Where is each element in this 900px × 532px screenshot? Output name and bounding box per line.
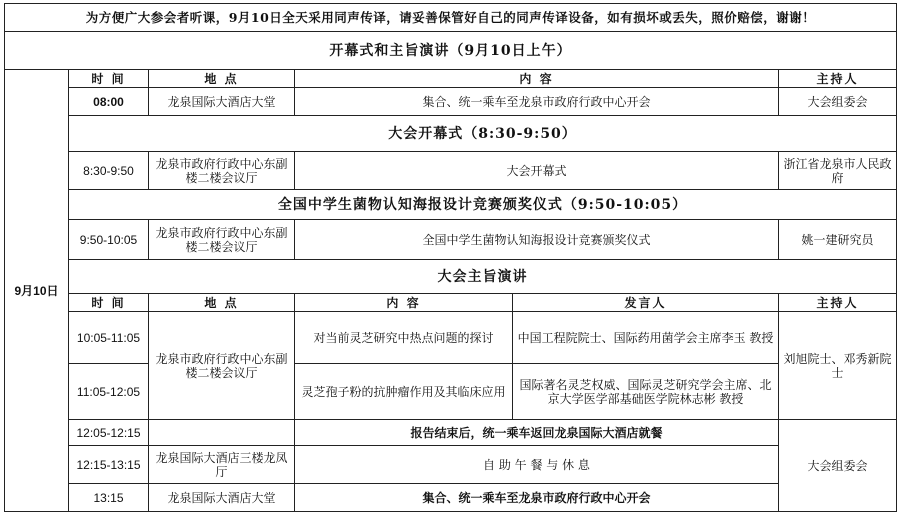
keynote-place-cell: 龙泉市政府行政中心东副楼二楼会议厅 <box>149 312 295 420</box>
time-cell: 10:05-11:05 <box>69 312 149 364</box>
header-speaker: 发言人 <box>513 294 779 312</box>
header-time: 时 间 <box>69 70 149 88</box>
row-1315 <box>5 484 897 512</box>
date-cell: 9月10日 <box>5 70 69 512</box>
time-cell: 12:15-13:15 <box>69 446 149 484</box>
content-cell: 自 助 午 餐 与 休 息 <box>295 446 779 484</box>
afternoon-host-cell: 大会组委会 <box>779 420 897 512</box>
keynote-host-cell: 刘旭院士、邓秀新院士 <box>779 312 897 420</box>
award-title-row <box>5 190 897 220</box>
talk-content-cell: 灵芝孢子粉的抗肿瘤作用及其临床应用 <box>295 364 513 420</box>
header-content: 内 容 <box>295 70 779 88</box>
host-cell: 大会组委会 <box>779 88 897 116</box>
header-row-2 <box>5 294 897 312</box>
time-cell: 13:15 <box>69 484 149 512</box>
notice-text: 为方便广大参会者听课，9月10日全天采用同声传译，请妥善保管好自己的同声传译设备，如有损坏或丢失，照价赔偿，谢谢！ <box>5 4 897 32</box>
header-time: 时 间 <box>69 294 149 312</box>
speaker-cell: 中国工程院院士、国际药用菌学会主席李玉 教授 <box>513 312 779 364</box>
schedule-table <box>4 3 897 512</box>
empty-place-cell <box>149 420 295 446</box>
content-cell: 集合、统一乘车至龙泉市政府行政中心开会 <box>295 88 779 116</box>
content-cell: 集合、统一乘车至龙泉市政府行政中心开会 <box>295 484 779 512</box>
row-1215 <box>5 446 897 484</box>
section-title: 开幕式和主旨演讲（9月10日上午） <box>5 32 897 70</box>
host-cell: 浙江省龙泉市人民政府 <box>779 152 897 190</box>
keynote-title-row <box>5 260 897 294</box>
place-cell: 龙泉市政府行政中心东副楼二楼会议厅 <box>149 220 295 260</box>
talk-content-cell: 对当前灵芝研究中热点问题的探讨 <box>295 312 513 364</box>
section-title-row <box>5 32 897 70</box>
row-1205 <box>5 420 897 446</box>
time-cell: 08:00 <box>69 88 149 116</box>
speaker-cell: 国际著名灵芝权威、国际灵芝研究学会主席、北京大学医学部基础医学院林志彬 教授 <box>513 364 779 420</box>
time-cell: 9:50-10:05 <box>69 220 149 260</box>
award-title: 全国中学生菌物认知海报设计竞赛颁奖仪式（9:50-10:05） <box>69 190 897 220</box>
header-place: 地 点 <box>149 70 295 88</box>
time-cell: 11:05-12:05 <box>69 364 149 420</box>
content-cell: 大会开幕式 <box>295 152 779 190</box>
row-0800 <box>5 88 897 116</box>
keynote-title: 大会主旨演讲 <box>69 260 897 294</box>
host-cell: 姚一建研究员 <box>779 220 897 260</box>
opening-title-row <box>5 116 897 152</box>
time-cell: 12:05-12:15 <box>69 420 149 446</box>
place-cell: 龙泉国际大酒店三楼龙凤厅 <box>149 446 295 484</box>
talk-row-1 <box>5 312 897 364</box>
header-row-1 <box>5 70 897 88</box>
row-opening <box>5 152 897 190</box>
place-cell: 龙泉国际大酒店大堂 <box>149 88 295 116</box>
place-cell: 龙泉国际大酒店大堂 <box>149 484 295 512</box>
row-award <box>5 220 897 260</box>
header-place: 地 点 <box>149 294 295 312</box>
time-cell: 8:30-9:50 <box>69 152 149 190</box>
content-cell: 全国中学生菌物认知海报设计竞赛颁奖仪式 <box>295 220 779 260</box>
header-host: 主持人 <box>779 294 897 312</box>
notice-row <box>5 4 897 32</box>
talk-row-2 <box>5 364 897 420</box>
opening-title: 大会开幕式（8:30-9:50） <box>69 116 897 152</box>
place-cell: 龙泉市政府行政中心东副楼二楼会议厅 <box>149 152 295 190</box>
header-content: 内 容 <box>295 294 513 312</box>
content-cell: 报告结束后，统一乘车返回龙泉国际大酒店就餐 <box>295 420 779 446</box>
header-host: 主持人 <box>779 70 897 88</box>
